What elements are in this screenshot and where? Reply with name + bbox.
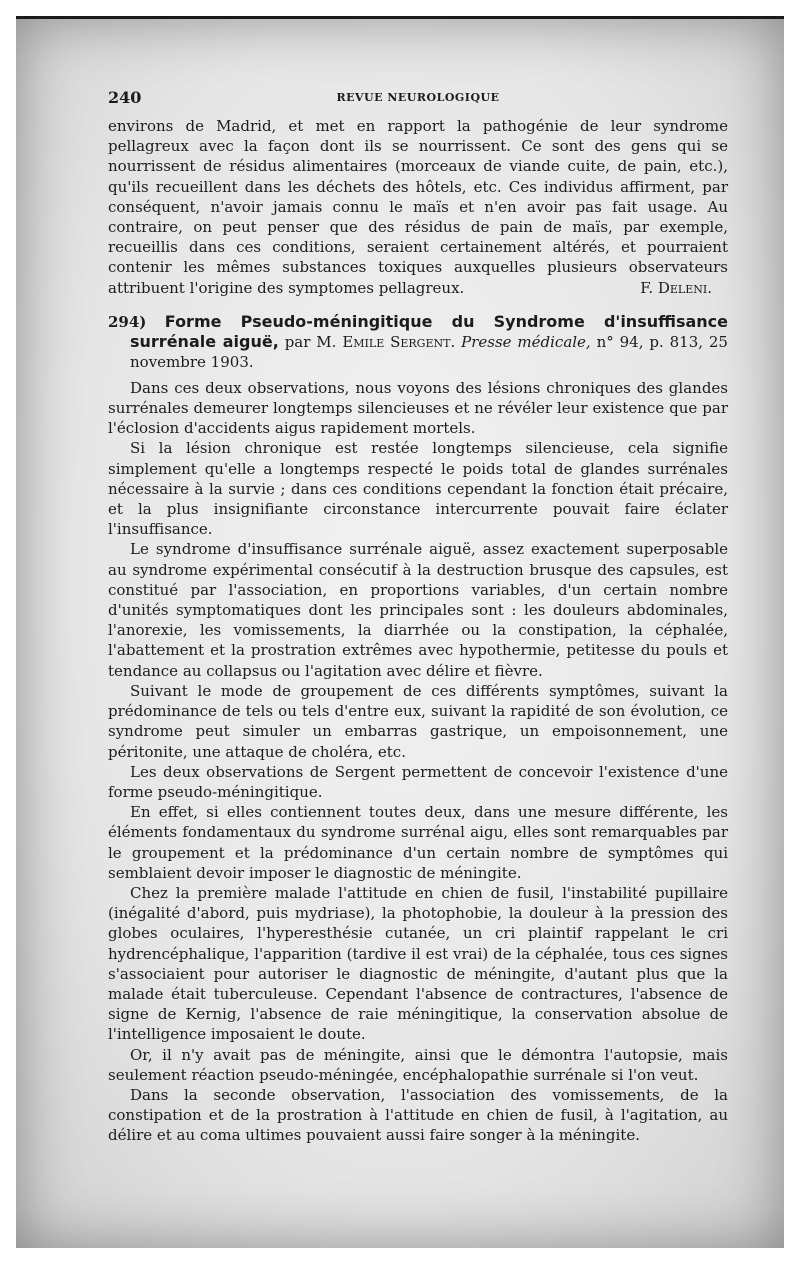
article-paragraph: Dans la seconde observation, l'association des vomissements, de la constipation et de la prostration à l'attitude en chien de fusil, à l'agitation, au délire et au coma ultimes pouvaient aussi faire songer à la méningite. — [108, 1085, 728, 1145]
article-paragraph: Dans ces deux observations, nous voyons des lésions chroniques des glandes surrénales demeurer longtemps silencieuses et ne révéler leur existence que par l'éclosion d'accidents aigus rapidement mortels. — [108, 378, 728, 438]
page-header — [108, 88, 728, 112]
article-author: Emile Sergent. — [342, 332, 456, 351]
page-body — [108, 116, 728, 1146]
previous-review-continuation: environs de Madrid, et met en rapport la pathogénie de leur syndrome pellagreux avec la façon dont ils se nourrissent. Ce sont des gens qui se nourrissent de résidus alimentaires (morceaux de viande cuite, de pain, etc.), qu'ils recueillent dans les déchets des hôtels, etc. Ces individus affirment, par conséquent, n'avoir jamais connu le maïs et n'en avoir pas fait usage. Au contraire, on peut penser que des résidus de pain de maïs, par exemple, recueillis dans ces conditions, seraient certainement altérés, et pourraient contenir les mêmes substances toxiques auxquelles plusieurs observateurs attribuent l'origine des symptomes pellagreux. — [108, 117, 728, 297]
article-paragraph: Si la lésion chronique est restée longtemps silencieuse, cela signifie simplement qu'elle a longtemps respecté le poids total de glandes surrénales nécessaire à la survie ; dans ces conditions cependant la fonction était précaire, et la plus insignifiante circonstance intercurrente pouvait faire éclater l'insuffisance. — [108, 439, 728, 539]
reviewer-signature: F. Deleni. — [640, 278, 712, 297]
article-paragraph: En effet, si elles contiennent toutes deux, dans une mesure différente, les éléments fondamentaux du syndrome surrénal aigu, elles sont remarquables par le groupement et la prédominance d'un certain nombre de symptômes qui semblaient devoir imposer le diagnostic de méningite. — [108, 803, 728, 882]
article-heading — [108, 312, 728, 372]
article-citation: n° 94, p. 813, 25 novembre 1903. — [130, 332, 728, 371]
document-page — [108, 88, 728, 1146]
running-title: REVUE NEUROLOGIQUE — [336, 91, 500, 104]
review-article — [108, 312, 728, 1146]
article-paragraph: Or, il n'y avait pas de méningite, ainsi que le démontra l'autopsie, mais seulement réaction pseudo-méningée, encéphalopathie surrénale si l'on veut. — [108, 1045, 728, 1084]
article-by: par M. — [284, 332, 337, 351]
article-paragraph: Les deux observations de Sergent permettent de concevoir l'existence d'une forme pseudo-méningitique. — [108, 762, 728, 801]
page-number: 240 — [108, 88, 142, 107]
article-paragraph: Le syndrome d'insuffisance surrénale aiguë, assez exactement superposable au syndrome expérimental consécutif à la destruction brusque des capsules, est constitué par l'association, en proportions variables, d'un certain nombre d'unités symptomatiques dont les principales sont : les douleurs abdominales, l'anorexie, les vomissements, la diarrhée ou la constipation, la céphalée, l'abattement et la prostration extrêmes avec hypothermie, petitesse du pouls et tendance au collapsus ou l'agitation avec délire et fièvre. — [108, 540, 728, 680]
article-number: 294) — [108, 312, 147, 331]
article-paragraph: Suivant le mode de groupement de ces différents symptômes, suivant la prédominance de tels ou tels d'entre eux, suivant la rapidité de son évolution, ce syndrome peut simuler un embarras gastrique, un empoisonnement, une péritonite, une attaque de choléra, etc. — [108, 681, 728, 761]
article-journal: Presse médicale, — [461, 332, 591, 351]
article-paragraph: Chez la première malade l'attitude en chien de fusil, l'instabilité pupillaire (inégalité d'abord, puis mydriase), la photophobie, la douleur à la pression des globes oculaires, l'hyperesthésie cutanée, un cri plaintif rappelant le cri hydrencéphalique, l'apparition (tardive il est vrai) de la céphalée, tous ces signes s'associaient pour autoriser le diagnostic de méningite, d'autant plus que la malade était tuberculeuse. Cependant l'absence de contractures, l'absence de signe de Kernig, l'absence de raie méningitique, la conservation absolue de l'intelligence imposaient le doute. — [108, 883, 728, 1044]
article-title: Forme Pseudo-méningitique du Syndrome d'insuffisance surrénale aiguë, — [130, 311, 728, 351]
